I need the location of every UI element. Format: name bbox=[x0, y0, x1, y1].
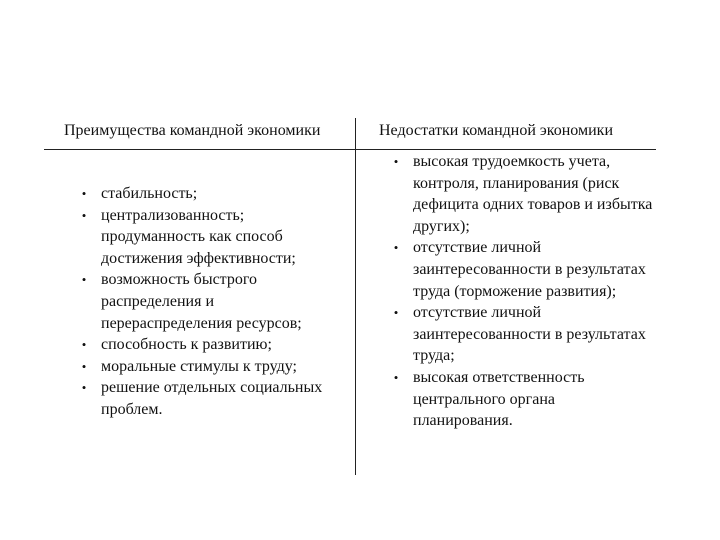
list-item bbox=[388, 151, 653, 237]
list-item-text: отсутствие личной заинтересованности в результатах труда (торможение развития); bbox=[413, 239, 646, 300]
bullet-icon: • bbox=[81, 207, 87, 223]
list-item-text: высокая ответственность центрального органа планирования. bbox=[413, 368, 585, 430]
list-item-text: стабильность; bbox=[101, 185, 198, 202]
column-divider bbox=[355, 118, 356, 475]
list-item bbox=[76, 334, 346, 356]
bullet-icon: • bbox=[393, 369, 399, 385]
list-item-text: возможность быстрого распределения и перераспределения ресурсов; bbox=[101, 271, 302, 332]
bullet-icon: • bbox=[393, 240, 399, 256]
disadvantages-list bbox=[388, 151, 653, 432]
list-item bbox=[388, 237, 653, 302]
list-item bbox=[76, 269, 346, 334]
bullet-icon: • bbox=[81, 380, 87, 396]
advantages-list bbox=[76, 183, 346, 421]
list-item bbox=[76, 205, 346, 270]
list-item bbox=[388, 302, 653, 367]
list-item bbox=[388, 367, 653, 432]
list-item-text: моральные стимулы к труду; bbox=[101, 357, 297, 375]
list-item bbox=[76, 183, 346, 205]
list-item bbox=[76, 377, 346, 420]
bullet-icon: • bbox=[81, 337, 87, 353]
header-divider bbox=[44, 149, 656, 150]
list-item bbox=[76, 356, 346, 378]
bullet-icon: • bbox=[81, 186, 87, 201]
bullet-icon: • bbox=[393, 154, 399, 169]
bullet-icon: • bbox=[81, 358, 87, 374]
list-item-text: отсутствие личной заинтересованности в результатах труда; bbox=[413, 304, 646, 365]
disadvantages-header: Недостатки командной экономики bbox=[379, 122, 613, 139]
list-item-text: решение отдельных социальных проблем. bbox=[101, 379, 323, 418]
list-item-text: способность к развитию; bbox=[101, 336, 272, 354]
list-item-text: высокая трудоемкость учета, контроля, планирования (риск дефицита одних товаров и избытка других); bbox=[413, 153, 653, 235]
advantages-header: Преимущества командной экономики bbox=[64, 122, 321, 139]
bullet-icon: • bbox=[81, 272, 87, 288]
bullet-icon: • bbox=[393, 305, 399, 321]
list-item-text: централизованность; продуманность как способ достижения эффективности; bbox=[101, 206, 296, 267]
